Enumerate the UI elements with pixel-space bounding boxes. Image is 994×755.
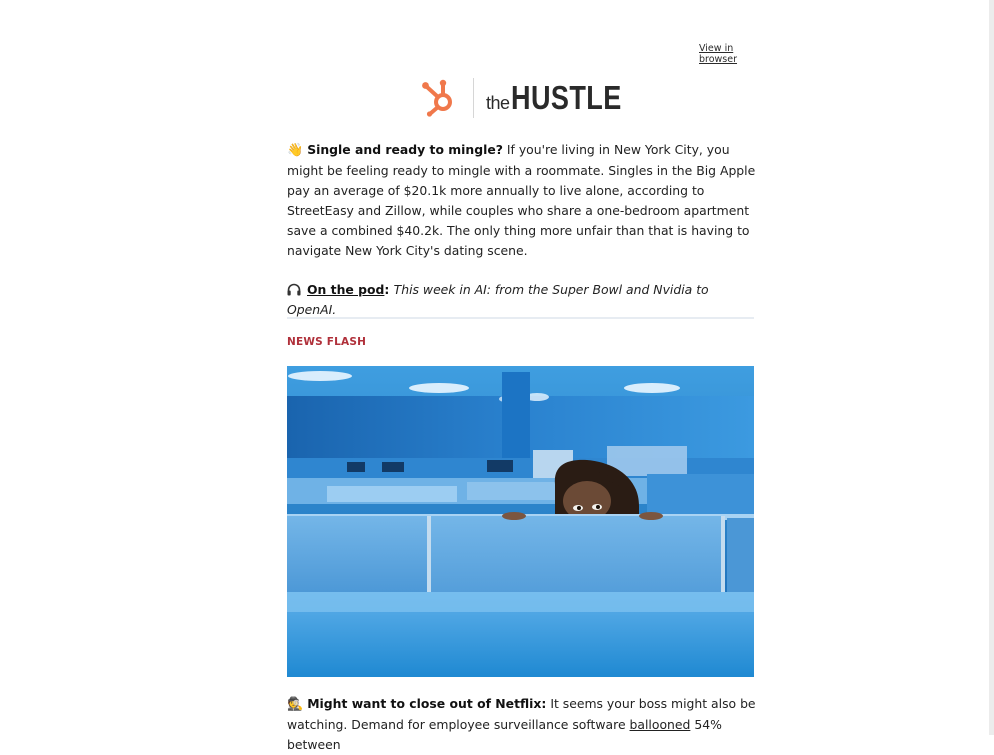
headphones-icon [287,283,301,296]
on-the-pod-link[interactable]: On the pod [307,282,385,297]
pod-paragraph [287,280,757,320]
pod-description: This week in AI: from the Super Bowl and Nvidia to OpenAI. [287,282,709,317]
logo-wordmark [486,79,646,117]
waving-hand-icon: 👋 [287,143,304,158]
netflix-paragraph [287,694,757,755]
pod-colon: : [384,282,394,297]
logo-divider [473,78,474,118]
hubspot-sprocket-icon [419,78,459,118]
section-divider [287,317,754,319]
intro-headline: Single and ready to mingle? [307,142,503,157]
logo-hustle-text: HUSTLE [510,79,622,116]
netflix-text-1: It seems your boss might also be watching. Demand for employee surveillance software [287,696,756,732]
intro-paragraph [287,140,757,261]
logo-the-text: the [486,93,510,113]
ballooned-link[interactable]: ballooned [629,717,691,732]
office-photo-illustration [287,366,754,677]
news-flash-label: NEWS FLASH [287,336,367,348]
scrollbar[interactable] [989,0,994,735]
intro-text: If you're living in New York City, you might be feeling ready to mingle with a roommate. Singles in the Big Apple pay an average of $20.1k more annually to live alone, according to StreetEasy and Zillow, while couples who share a one-bedroom apartment save a combined $40.2k. The only thing more unfair than that is having to navigate New York City's dating scene. [287,142,756,258]
the-hustle-logo[interactable] [419,78,646,118]
view-in-browser-link[interactable]: View in browser [699,43,738,65]
detective-icon: 🕵️ [287,697,304,712]
netflix-headline: Might want to close out of Netflix: [307,696,547,711]
netflix-text-2: 54% between [287,717,722,752]
office-cubicle-photo [287,366,754,677]
